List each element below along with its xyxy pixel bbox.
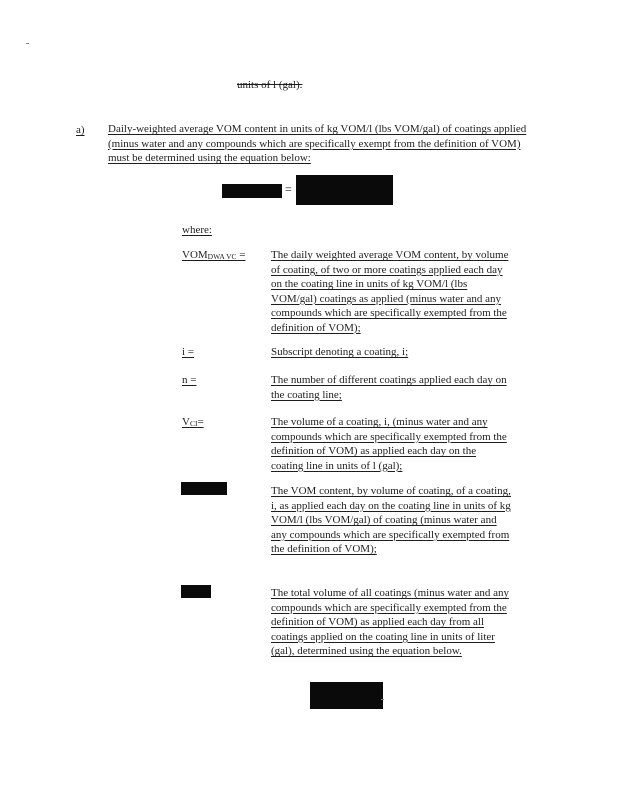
redacted-total-volume-equation — [310, 682, 383, 709]
term-vci — [182, 415, 204, 432]
term-n: n = — [182, 374, 197, 386]
struck-header-text: units of l (gal). — [237, 79, 303, 91]
equation-equals-sign: = — [285, 182, 292, 196]
term-suffix: = — [236, 249, 246, 261]
definition-total-volume: The total volume of all coatings (minus water and any compounds which are specifically exempted from the definition of VOM) as applied each day from all coatings applied on the coating line in units of liter (gal), determined using the equation below. — [271, 587, 509, 657]
definition-i: Subscript denoting a coating, i; — [271, 346, 409, 358]
term-suffix: = — [197, 416, 204, 428]
term-main: V — [182, 416, 190, 428]
definition-vom-dwa-vc: The daily weighted average VOM content, by volume of coating, of two or more coatings applied each day on the coating line in units of kg VOM/l (lbs VOM/gal) coatings as applied (minus water and any compounds which are specifically exempted from the definition of VOM); — [271, 249, 509, 334]
term-vom-dwa-vc — [182, 248, 245, 265]
section-label: a) — [76, 124, 85, 136]
term-i: i = — [182, 346, 195, 358]
term-main: VOM — [182, 249, 208, 261]
term-subscript: CI — [189, 419, 198, 428]
scan-speck — [381, 699, 384, 700]
definition-vci: The volume of a coating, i, (minus water and any compounds which are specifically exempted from the definition of VOM) as applied each day on the coating line in units of l (gal); — [271, 416, 507, 472]
term-subscript: DWA VC — [207, 252, 237, 261]
redacted-equation-left — [222, 184, 282, 198]
redacted-term-vom-content — [181, 482, 227, 495]
definition-n: The number of different coatings applied each day on the coating line; — [271, 374, 507, 401]
redacted-term-total-volume — [181, 585, 211, 598]
section-intro-paragraph: Daily-weighted average VOM content in units of kg VOM/l (lbs VOM/gal) of coatings applied (minus water and any compounds which are specifically exempt from the definition of VOM) must be determined using the equation below: — [108, 123, 527, 164]
definition-vom-content: The VOM content, by volume of coating, of a coating, i, as applied each day on the coating line in units of kg VOM/l (lbs VOM/gal) of coating (minus water and any compounds which are specifically exempted from the definition of VOM); — [271, 485, 511, 555]
where-label: where: — [182, 224, 212, 236]
redacted-equation-right — [296, 175, 393, 205]
scan-speck — [26, 43, 29, 44]
